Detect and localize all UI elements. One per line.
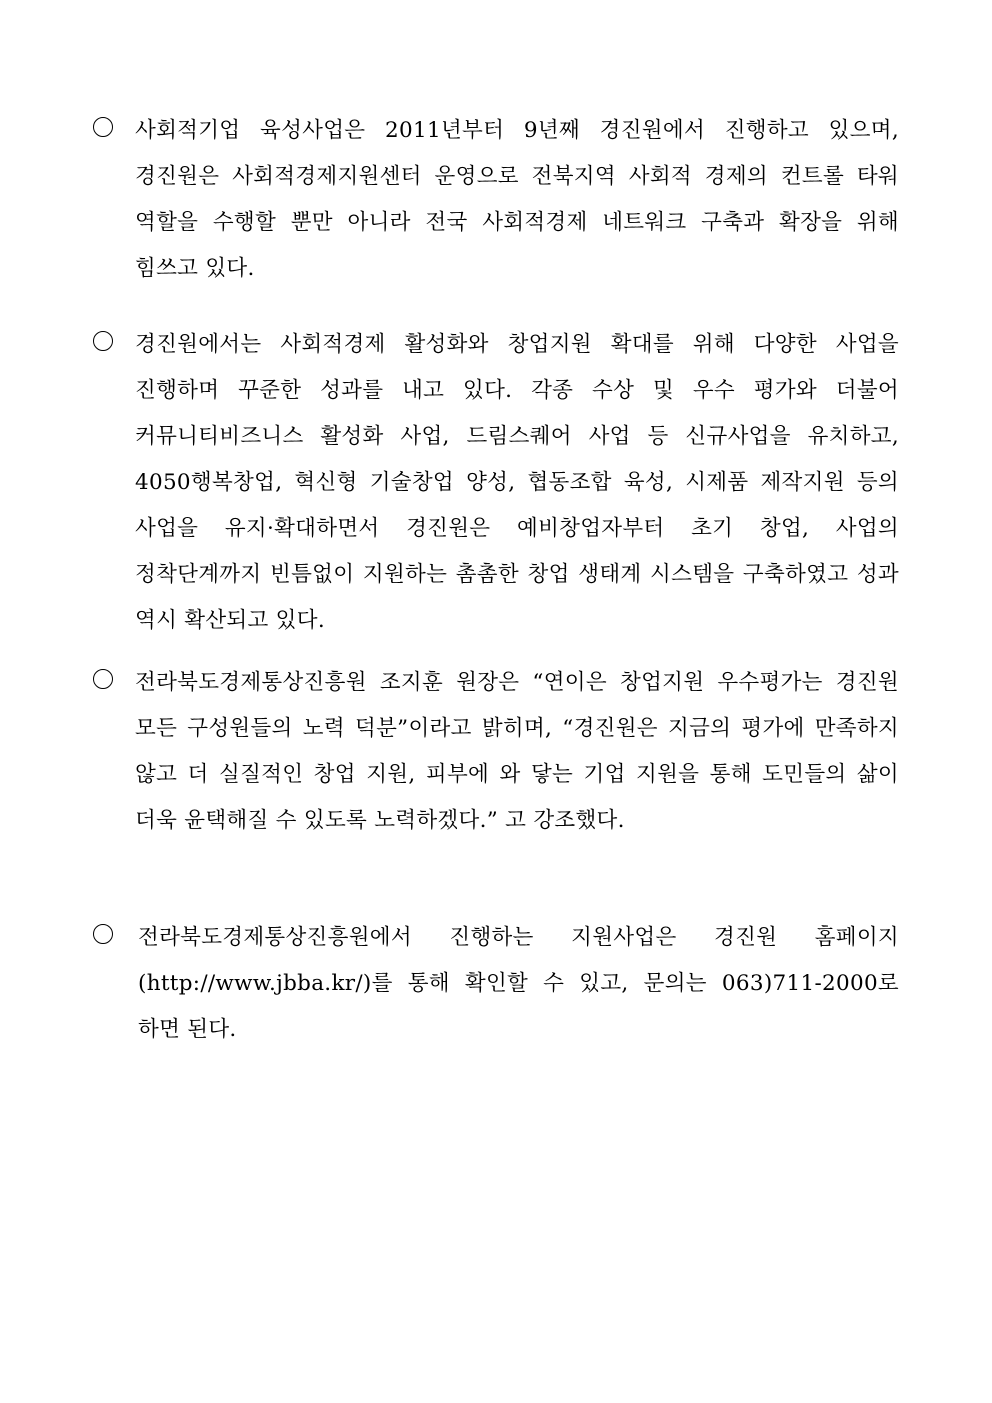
paragraph-director-quote (93, 660, 899, 844)
paragraph-text: 사회적기업 육성사업은 2011년부터 9년째 경진원에서 진행하고 있으며, 경진원은 사회적경제지원센터 운영으로 전북지역 사회적 경제의 컨트롤 타워 역할을 수행할 뿐만 아니라 전국 사회적경제 네트워크 구축과 확장을 위해 힘쓰고 있다. (135, 118, 899, 281)
circle-bullet-icon (93, 669, 113, 689)
paragraph-text: 경진원에서는 사회적경제 활성화와 창업지원 확대를 위해 다양한 사업을 진행하며 꾸준한 성과를 내고 있다. 각종 수상 및 우수 평가와 더불어 커뮤니티비즈니스 활성화 사업, 드림스퀘어 사업 등 신규사업을 유치하고, 4050행복창업, 혁신형 기술창업 양성, 협동조합 육성, 시제품 제작지원 등의 사업을 유지·확대하면서 경진원은 예비창업자부터 초기 창업, 사업의 정착단계까지 빈틈없이 지원하는 촘촘한 창업 생태계 시스템을 구축하였고 성과 역시 확산되고 있다. (135, 332, 899, 633)
paragraph-text: 전라북도경제통상진흥원 조지훈 원장은 “연이은 창업지원 우수평가는 경진원 모든 구성원들의 노력 덕분”이라고 밝히며, “경진원은 지금의 평가에 만족하지 않고 더 실질적인 창업 지원, 피부에 와 닿는 기업 지원을 통해 도민들의 삶이 더욱 윤택해질 수 있도록 노력하겠다.” 고 강조했다. (135, 670, 899, 833)
paragraph-social-enterprise (93, 108, 899, 292)
circle-bullet-icon (93, 331, 113, 351)
paragraph-contact-info (93, 915, 899, 1053)
circle-bullet-icon (93, 924, 113, 944)
paragraph-text: 전라북도경제통상진흥원에서 진행하는 지원사업은 경진원 홈페이지(http://www.jbba.kr/)를 통해 확인할 수 있고, 문의는 063)711-2000로 하면 된다. (138, 925, 899, 1042)
paragraph-startup-support (93, 322, 899, 644)
circle-bullet-icon (93, 117, 113, 137)
